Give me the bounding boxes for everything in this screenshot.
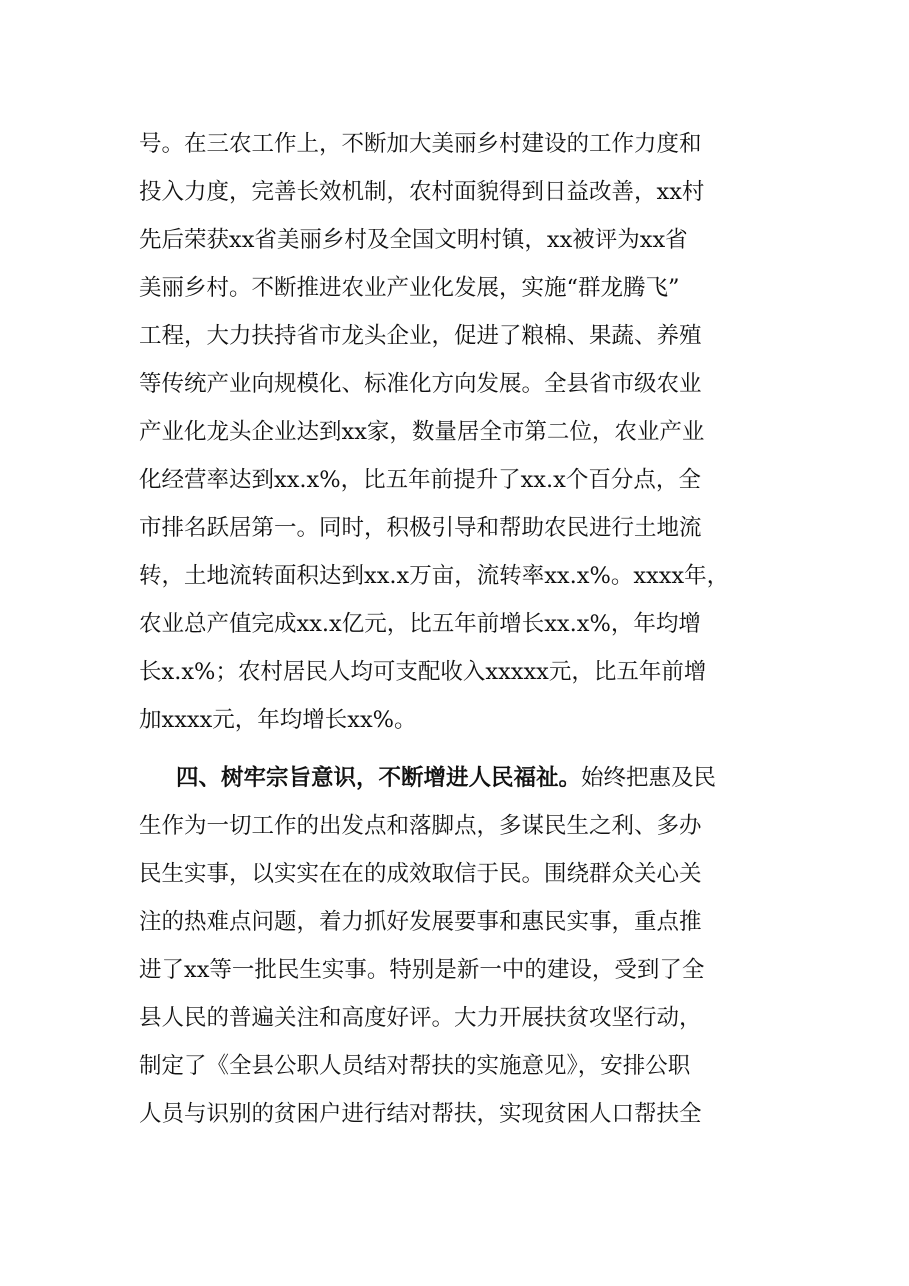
text-line: 转，土地流转面积达到xx.x万亩，流转率xx.x%。xxxx年， — [139, 563, 730, 589]
text-line: 注的热难点问题，着力抓好发展要事和惠民实事，重点推 — [139, 909, 702, 935]
text-line: 民生实事，以实实在在的成效取信于民。围绕群众关心关 — [139, 861, 702, 887]
text-line: 县人民的普遍关注和高度好评。大力开展扶贫攻坚行动， — [139, 1005, 702, 1031]
text-line: 市排名跃居第一。同时，积极引导和帮助农民进行土地流 — [139, 515, 702, 541]
section-4-heading: 四、树牢宗旨意识，不断增进人民福祉。 — [176, 765, 582, 791]
text-line: 生作为一切工作的出发点和落脚点，多谋民生之利、多办 — [139, 813, 702, 839]
text-line: 进了xx等一批民生实事。特别是新一中的建设，受到了全 — [139, 957, 705, 983]
text-line: 号。在三农工作上，不断加大美丽乡村建设的工作力度和 — [139, 131, 702, 157]
text-line: 等传统产业向规模化、标准化方向发展。全县省市级农业 — [139, 371, 702, 397]
section-4-first-line — [176, 763, 774, 793]
text-line: 化经营率达到xx.x%，比五年前提升了xx.x个百分点，全 — [139, 467, 701, 493]
text-line: 农业总产值完成xx.x亿元，比五年前增长xx.x%，年均增 — [139, 611, 701, 637]
text-line: 产业化龙头企业达到xx家，数量居全市第二位，农业产业 — [139, 419, 705, 445]
text-line: 美丽乡村。不断推进农业产业化发展，实施“群龙腾飞” — [139, 275, 680, 301]
text-line: 投入力度，完善长效机制，农村面貌得到日益改善，xx村 — [139, 179, 705, 205]
text-line: 人员与识别的贫困户进行结对帮扶，实现贫困人口帮扶全 — [139, 1101, 702, 1127]
text-line: 加xxxx元，年均增长xx%。 — [139, 707, 417, 733]
text-line: 先后荣获xx省美丽乡村及全国文明村镇，xx被评为xx省 — [139, 227, 688, 253]
text-line: 工程，大力扶持省市龙头企业，促进了粮棉、果蔬、养殖 — [139, 323, 702, 349]
text-line: 长x.x%；农村居民人均可支配收入xxxxx元，比五年前增 — [139, 659, 707, 685]
text-line: 制定了《全县公职人员结对帮扶的实施意见》，安排公职 — [139, 1053, 691, 1079]
section-4-first-line-text: 始终把惠及民 — [581, 765, 717, 791]
